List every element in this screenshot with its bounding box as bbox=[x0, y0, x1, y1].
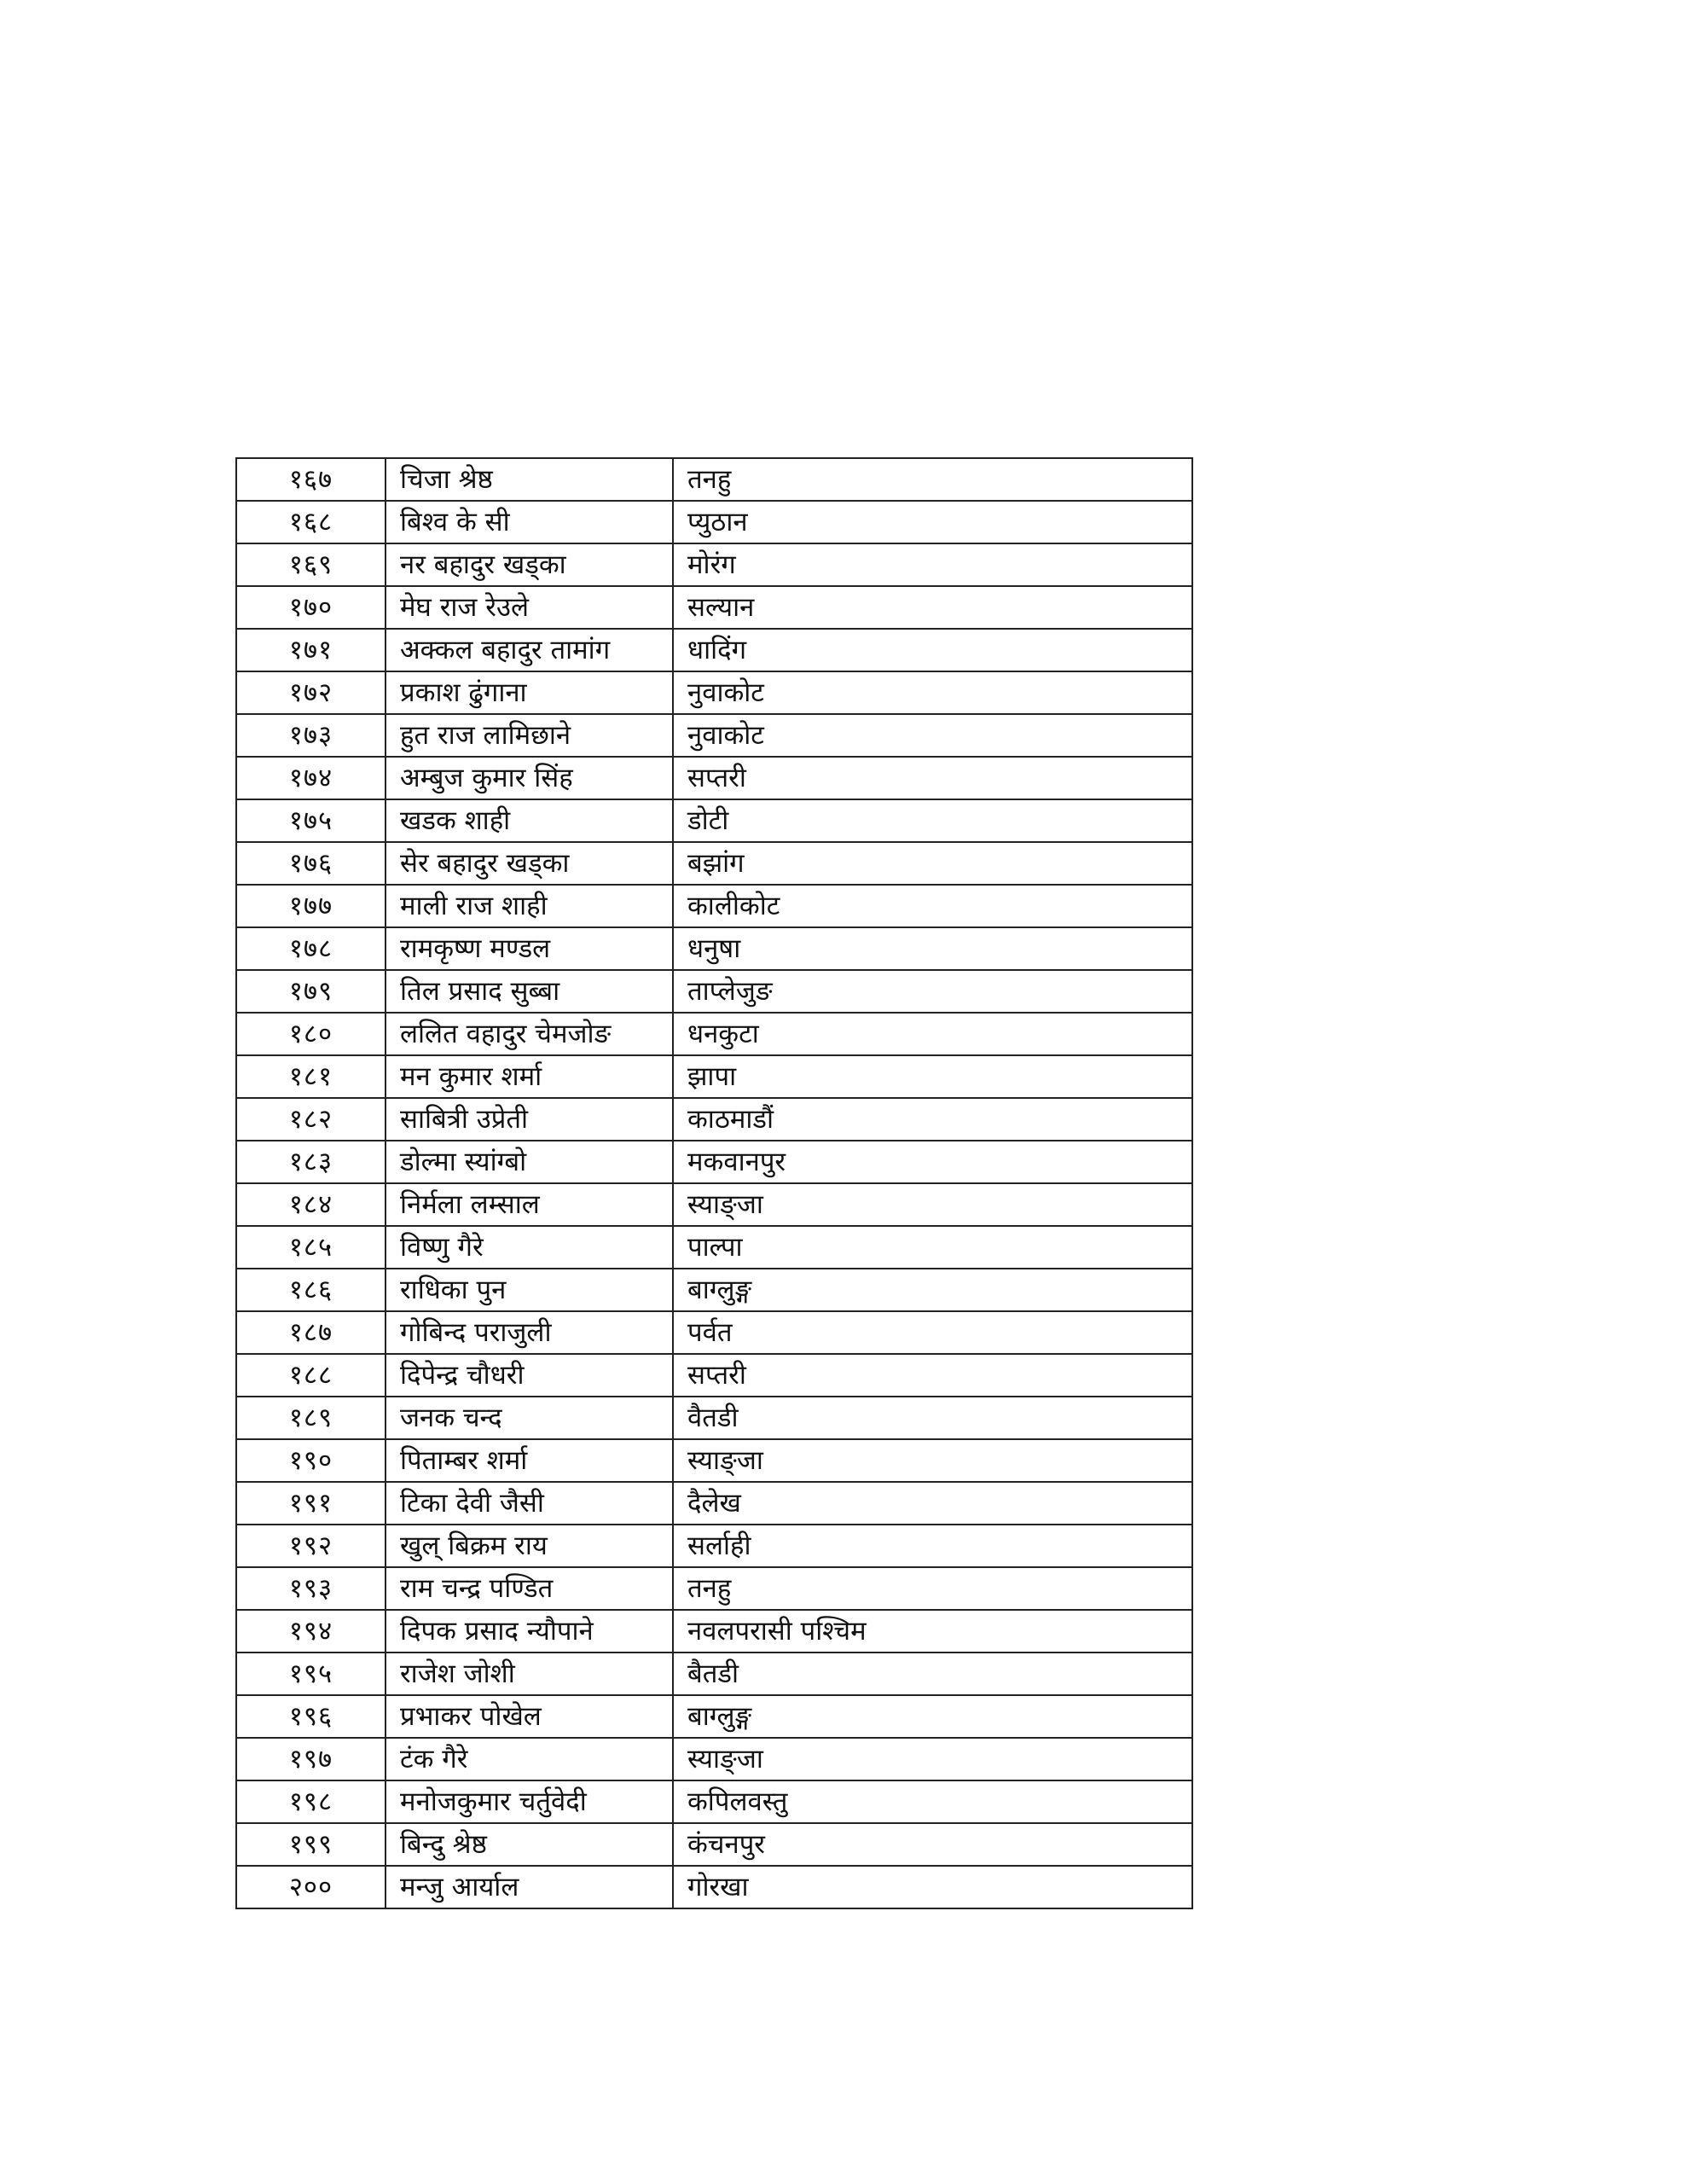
district-cell: स्याङ्जा bbox=[673, 1183, 1192, 1226]
person-name-cell: सेर बहादुर खड्का bbox=[386, 842, 673, 885]
table-row bbox=[236, 1183, 1192, 1226]
serial-number-cell: १७८ bbox=[236, 927, 386, 970]
table-row bbox=[236, 1653, 1192, 1695]
table-row bbox=[236, 927, 1192, 970]
district-cell: सप्तरी bbox=[673, 1354, 1192, 1397]
serial-number-cell: १७७ bbox=[236, 885, 386, 927]
name-district-table bbox=[235, 457, 1193, 1909]
serial-number-cell: १९९ bbox=[236, 1823, 386, 1866]
table-row bbox=[236, 799, 1192, 842]
district-cell: मोरंग bbox=[673, 543, 1192, 586]
district-cell: सर्लाही bbox=[673, 1525, 1192, 1567]
person-name-cell: विष्णु गैरे bbox=[386, 1226, 673, 1269]
district-cell: स्याङ्जा bbox=[673, 1439, 1192, 1482]
person-name-cell: दिपक प्रसाद न्यौपाने bbox=[386, 1610, 673, 1653]
district-cell: पर्वत bbox=[673, 1311, 1192, 1354]
serial-number-cell: १६९ bbox=[236, 543, 386, 586]
table-row bbox=[236, 1482, 1192, 1525]
district-cell: स्याङ्जा bbox=[673, 1738, 1192, 1780]
person-name-cell: मन्जु आर्याल bbox=[386, 1866, 673, 1908]
district-cell: नुवाकोट bbox=[673, 714, 1192, 757]
table-row bbox=[236, 458, 1192, 501]
serial-number-cell: १९७ bbox=[236, 1738, 386, 1780]
table-row bbox=[236, 1269, 1192, 1311]
serial-number-cell: १९३ bbox=[236, 1567, 386, 1610]
person-name-cell: हुत राज लामिछाने bbox=[386, 714, 673, 757]
serial-number-cell: १९८ bbox=[236, 1780, 386, 1823]
table-row bbox=[236, 757, 1192, 799]
district-cell: सल्यान bbox=[673, 586, 1192, 629]
table-row bbox=[236, 1525, 1192, 1567]
table-row bbox=[236, 1397, 1192, 1439]
district-cell: झापा bbox=[673, 1055, 1192, 1098]
district-cell: सप्तरी bbox=[673, 757, 1192, 799]
serial-number-cell: १९६ bbox=[236, 1695, 386, 1738]
district-cell: कपिलवस्तु bbox=[673, 1780, 1192, 1823]
serial-number-cell: १८८ bbox=[236, 1354, 386, 1397]
serial-number-cell: १९२ bbox=[236, 1525, 386, 1567]
table-row bbox=[236, 586, 1192, 629]
serial-number-cell: १६७ bbox=[236, 458, 386, 501]
serial-number-cell: १६८ bbox=[236, 501, 386, 543]
serial-number-cell: १७४ bbox=[236, 757, 386, 799]
district-cell: पाल्पा bbox=[673, 1226, 1192, 1269]
person-name-cell: नर बहादुर खड्का bbox=[386, 543, 673, 586]
serial-number-cell: १८५ bbox=[236, 1226, 386, 1269]
person-name-cell: साबित्री उप्रेती bbox=[386, 1098, 673, 1141]
table-row bbox=[236, 1695, 1192, 1738]
person-name-cell: प्रभाकर पोखेल bbox=[386, 1695, 673, 1738]
serial-number-cell: १७२ bbox=[236, 671, 386, 714]
person-name-cell: चिजा श्रेष्ठ bbox=[386, 458, 673, 501]
serial-number-cell: १८१ bbox=[236, 1055, 386, 1098]
table-row bbox=[236, 1866, 1192, 1908]
person-name-cell: टंक गैरे bbox=[386, 1738, 673, 1780]
person-name-cell: पिताम्बर शर्मा bbox=[386, 1439, 673, 1482]
person-name-cell: बिश्व के सी bbox=[386, 501, 673, 543]
person-name-cell: मेघ राज रेउले bbox=[386, 586, 673, 629]
person-name-cell: गोबिन्द पराजुली bbox=[386, 1311, 673, 1354]
district-cell: नुवाकोट bbox=[673, 671, 1192, 714]
table-row bbox=[236, 1226, 1192, 1269]
serial-number-cell: १८२ bbox=[236, 1098, 386, 1141]
serial-number-cell: १७१ bbox=[236, 629, 386, 671]
district-cell: मकवानपुर bbox=[673, 1141, 1192, 1183]
serial-number-cell: १८७ bbox=[236, 1311, 386, 1354]
table-row bbox=[236, 1354, 1192, 1397]
district-cell: गोरखा bbox=[673, 1866, 1192, 1908]
person-name-cell: निर्मला लम्साल bbox=[386, 1183, 673, 1226]
district-cell: कालीकोट bbox=[673, 885, 1192, 927]
table-row bbox=[236, 1823, 1192, 1866]
district-cell: कंचनपुर bbox=[673, 1823, 1192, 1866]
person-name-cell: टिका देवी जैसी bbox=[386, 1482, 673, 1525]
person-name-cell: तिल प्रसाद सुब्बा bbox=[386, 970, 673, 1013]
table-row bbox=[236, 970, 1192, 1013]
serial-number-cell: १७३ bbox=[236, 714, 386, 757]
person-name-cell: रामकृष्ण मण्डल bbox=[386, 927, 673, 970]
table-row bbox=[236, 714, 1192, 757]
table-row bbox=[236, 1311, 1192, 1354]
person-name-cell: बिन्दु श्रेष्ठ bbox=[386, 1823, 673, 1866]
table-row bbox=[236, 1780, 1192, 1823]
serial-number-cell: १७५ bbox=[236, 799, 386, 842]
district-cell: बाग्लुङ्ग bbox=[673, 1695, 1192, 1738]
district-cell: धनकुटा bbox=[673, 1013, 1192, 1055]
serial-number-cell: २०० bbox=[236, 1866, 386, 1908]
serial-number-cell: १८३ bbox=[236, 1141, 386, 1183]
district-cell: नवलपरासी पश्चिम bbox=[673, 1610, 1192, 1653]
person-name-cell: माली राज शाही bbox=[386, 885, 673, 927]
person-name-cell: राजेश जोशी bbox=[386, 1653, 673, 1695]
serial-number-cell: १८० bbox=[236, 1013, 386, 1055]
table-row bbox=[236, 501, 1192, 543]
district-cell: दैलेख bbox=[673, 1482, 1192, 1525]
table-row bbox=[236, 629, 1192, 671]
person-name-cell: राधिका पुन bbox=[386, 1269, 673, 1311]
serial-number-cell: १८९ bbox=[236, 1397, 386, 1439]
serial-number-cell: १८४ bbox=[236, 1183, 386, 1226]
table-row bbox=[236, 885, 1192, 927]
district-cell: काठमाडौं bbox=[673, 1098, 1192, 1141]
table-row bbox=[236, 543, 1192, 586]
serial-number-cell: १७० bbox=[236, 586, 386, 629]
table-row bbox=[236, 1738, 1192, 1780]
serial-number-cell: १७६ bbox=[236, 842, 386, 885]
person-name-cell: अम्बुज कुमार सिंह bbox=[386, 757, 673, 799]
serial-number-cell: १९१ bbox=[236, 1482, 386, 1525]
person-name-cell: दिपेन्द्र चौधरी bbox=[386, 1354, 673, 1397]
district-cell: धनुषा bbox=[673, 927, 1192, 970]
table-row bbox=[236, 1013, 1192, 1055]
table-row bbox=[236, 842, 1192, 885]
district-cell: बझांग bbox=[673, 842, 1192, 885]
person-name-cell: मन कुमार शर्मा bbox=[386, 1055, 673, 1098]
serial-number-cell: १८६ bbox=[236, 1269, 386, 1311]
person-name-cell: प्रकाश ढुंगाना bbox=[386, 671, 673, 714]
district-cell: तनहु bbox=[673, 458, 1192, 501]
district-cell: डोटी bbox=[673, 799, 1192, 842]
table-row bbox=[236, 1141, 1192, 1183]
table-row bbox=[236, 1567, 1192, 1610]
district-cell: बैतडी bbox=[673, 1653, 1192, 1695]
person-name-cell: मनोजकुमार चर्तुवेदी bbox=[386, 1780, 673, 1823]
district-cell: प्युठान bbox=[673, 501, 1192, 543]
district-cell: धादिंग bbox=[673, 629, 1192, 671]
person-name-cell: डोल्मा स्यांग्बो bbox=[386, 1141, 673, 1183]
table-row bbox=[236, 1610, 1192, 1653]
table-row bbox=[236, 1439, 1192, 1482]
person-name-cell: जनक चन्द bbox=[386, 1397, 673, 1439]
serial-number-cell: १९५ bbox=[236, 1653, 386, 1695]
district-cell: बाग्लुङ्ग bbox=[673, 1269, 1192, 1311]
district-cell: तनहु bbox=[673, 1567, 1192, 1610]
table-row bbox=[236, 1055, 1192, 1098]
serial-number-cell: १९४ bbox=[236, 1610, 386, 1653]
district-cell: ताप्लेजुङ bbox=[673, 970, 1192, 1013]
table-row bbox=[236, 1098, 1192, 1141]
table-body bbox=[236, 458, 1192, 1908]
person-name-cell: खडक शाही bbox=[386, 799, 673, 842]
serial-number-cell: १७९ bbox=[236, 970, 386, 1013]
district-cell: वैतडी bbox=[673, 1397, 1192, 1439]
serial-number-cell: १९० bbox=[236, 1439, 386, 1482]
person-name-cell: राम चन्द्र पण्डित bbox=[386, 1567, 673, 1610]
person-name-cell: ललित वहादुर चेमजोङ bbox=[386, 1013, 673, 1055]
person-name-cell: अक्कल बहादुर तामांग bbox=[386, 629, 673, 671]
person-name-cell: खुल् बिक्रम राय bbox=[386, 1525, 673, 1567]
table-row bbox=[236, 671, 1192, 714]
